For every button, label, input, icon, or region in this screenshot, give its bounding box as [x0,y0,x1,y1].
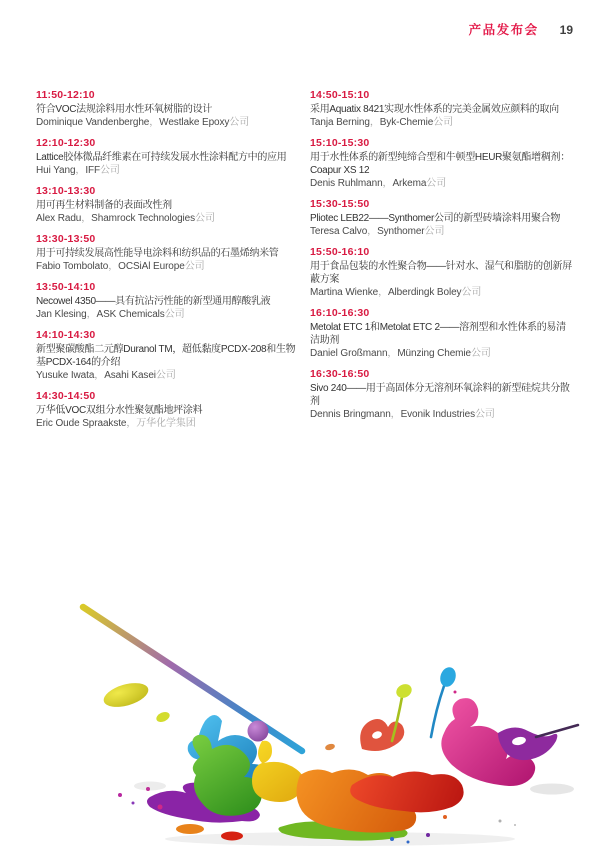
session-speaker [36,164,300,177]
speaker-name: Yusuke Iwata [36,370,95,381]
schedule-entry [36,89,300,129]
speaker-company-suffix: 公司 [229,117,250,128]
schedule-entry [310,246,574,299]
session-title: Necowel 4350——具有抗沾污性能的新型通用醇酸乳液 [36,296,271,307]
session-time: 15:30-15:50 [310,198,370,210]
speaker-company: Arkema [392,178,427,189]
session-title: Lattice胶体微晶纤维素在可持续发展水性涂料配方中的应用 [36,152,287,163]
blue-droplet [438,665,458,689]
session-time: 11:50-12:10 [36,89,95,101]
session-time: 16:10-16:30 [310,307,370,319]
speaker-name: Hui Yang [36,165,76,176]
speaker-name: Dominique Vandenberghe [36,117,150,128]
speck [118,793,122,797]
schedule-entry [310,198,574,238]
schedule-entry [36,185,300,225]
speck [146,787,150,791]
speaker-company: Münzing Chemie [397,348,471,359]
speaker-company-suffix: 公司 [475,409,495,420]
speaker-company-suffix: 公司 [461,287,482,298]
session-speaker [36,417,300,430]
schedule-entry [36,137,300,177]
session-title: 新型聚碳酸酯二元醇Duranol TM，超低黏度PCDX-208和生物基PCDX-164的介绍 [36,344,296,368]
speaker-name: Tanja Berning [310,117,370,128]
speaker-separator: ， [75,165,86,176]
speck [390,837,394,841]
speaker-company-suffix: 公司 [426,178,447,189]
session-speaker [310,408,574,421]
schedule-column-right [310,89,574,438]
session-time: 12:10-12:30 [36,137,96,149]
speck [454,691,457,694]
speaker-name: Denis Ruhlmann [310,178,383,189]
schedule-entry [310,89,574,129]
speaker-name: Martina Wienke [310,287,379,298]
speaker-separator: ， [387,348,398,359]
session-time: 13:50-14:10 [36,281,96,293]
red-blob [221,832,243,841]
session-title: 万华低VOC双组分水性聚氨酯地坪涂料 [36,405,203,416]
session-time: 14:50-15:10 [310,89,370,101]
speaker-company-suffix: 万华化学集团 [136,418,196,429]
session-speaker [36,260,300,273]
schedule-entry [310,137,574,190]
schedule-entry [36,329,300,382]
speaker-company: Asahi Kasei [104,370,156,381]
speaker-company-suffix: 公司 [195,213,215,224]
speaker-separator: ， [149,117,160,128]
speck [426,833,430,837]
schedule-entry [36,390,300,430]
speaker-company: IFF [85,165,101,176]
session-speaker [36,212,300,225]
session-time: 14:10-14:30 [36,329,96,341]
speaker-name: Eric Oude Spraakste [36,418,127,429]
speaker-separator: ， [86,309,97,320]
speaker-company-suffix: 公司 [100,165,120,176]
speck [158,805,163,810]
speck [443,815,447,819]
schedule-entry [310,307,574,360]
speck [499,820,502,823]
purple-ball [248,721,269,742]
speaker-company-suffix: 公司 [184,261,205,272]
speaker-separator: ， [369,117,380,128]
small-lime-blob [155,710,171,724]
section-title: 产品发布会 [468,23,539,37]
speaker-company-suffix: 公司 [155,370,176,381]
speaker-company-suffix: 公司 [433,117,454,128]
speck [132,802,135,805]
orange-blob [176,824,204,834]
speaker-name: Alex Radu [36,213,82,224]
speaker-separator: ， [367,226,378,237]
session-title: 用可再生材料制备的表面改性剂 [36,200,172,211]
speaker-company: Alberdingk Boley [387,287,462,298]
speaker-separator: ， [390,409,401,420]
yellow-ellipse-blob [101,679,151,712]
session-speaker [36,369,300,382]
speaker-company: OCSiAl Europe [118,261,185,272]
page-number: 19 [559,23,573,37]
speaker-company: ASK Chemicals [96,309,165,320]
speaker-separator: ， [94,370,105,381]
speck [407,841,410,844]
session-speaker [310,177,574,190]
session-title: Sivo 240——用于高固体分无溶剂环氧涂料的新型硅烷共分散剂 [310,383,570,407]
speaker-name: Fabio Tombolato [36,261,109,272]
session-title: 采用Aquatix 8421实现水性体系的完美金属效应颜料的取向 [310,104,559,115]
speaker-company: Shamrock Technologies [91,213,196,224]
blue-drop-stem [431,686,444,737]
session-time: 14:30-14:50 [36,390,96,402]
session-time: 13:30-13:50 [36,233,96,245]
speaker-company-suffix: 公司 [470,348,491,359]
speaker-name: Dennis Bringmann [310,409,391,420]
schedule [36,89,574,438]
session-title: Metolat ETC 1和Metolat ETC 2——溶剂型和水性体系的易清洁助剂 [310,322,566,346]
speaker-separator: ， [382,178,393,189]
session-speaker [36,116,300,129]
paint-splash-illustration [0,589,600,849]
schedule-entry [36,233,300,273]
speaker-name: Jan Klesing [36,309,87,320]
page-header [469,20,573,38]
session-time: 16:30-16:50 [310,368,370,380]
session-speaker [310,347,574,360]
speaker-separator: ， [108,261,119,272]
lime-droplet [394,682,414,701]
paint-streak [83,607,302,751]
speaker-separator: ， [81,213,92,224]
speaker-separator: ， [378,287,388,298]
speaker-company: Evonik Industries [400,409,476,420]
session-speaker [310,286,574,299]
schedule-entry [310,368,574,421]
speaker-separator: ， [126,418,137,429]
session-speaker [310,116,574,129]
speaker-name: Daniel Großmann [310,348,388,359]
session-title: 用于可持续发展高性能导电涂料和纺织品的石墨烯纳米管 [36,248,279,259]
session-time: 15:50-16:10 [310,246,370,258]
splash-shadow-right [530,784,574,795]
small-orange-droplet [324,743,335,751]
speaker-company-suffix: 公司 [164,309,185,320]
session-time: 15:10-15:30 [310,137,370,149]
speaker-company: Westlake Epoxy [159,117,230,128]
session-title: Pliotec LEB22——Synthomer公司的新型砖墙涂料用聚合物 [310,213,561,224]
speaker-company: Synthomer [377,226,425,237]
schedule-column-left [36,89,300,438]
speck [514,824,516,826]
splash-shadow-left [134,782,166,791]
session-title: 用于食品包装的水性聚合物——针对水、湿气和脂肪的创新屏蔽方案 [310,261,572,285]
session-speaker [36,308,300,321]
session-speaker [310,225,574,238]
schedule-entry [36,281,300,321]
speaker-company-suffix: 公司 [424,226,445,237]
session-title: 用于水性体系的新型纯缔合型和牛顿型HEUR聚氨酯增稠剂：Coapur XS 12 [310,152,570,176]
speaker-name: Teresa Calvo [310,226,368,237]
speaker-company: Byk-Chemie [379,117,434,128]
session-title: 符合VOC法规涂料用水性环氧树脂的设计 [36,104,212,115]
session-time: 13:10-13:30 [36,185,96,197]
